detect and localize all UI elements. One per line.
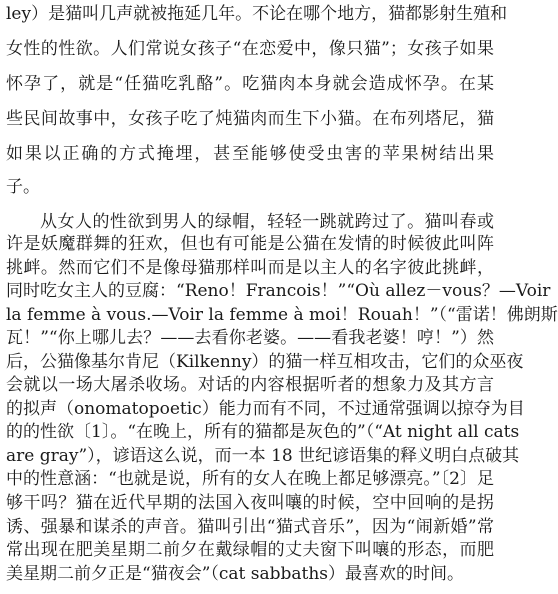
- paragraph-2-line-11: are gray”），谚语这么说，而一本 18 世纪谚语集的释义明白点破其: [6, 446, 520, 466]
- paragraph-2-line-16: 美星期二前夕正是“猫夜会”（cat sabbaths）最喜欢的时间。: [6, 564, 465, 584]
- paragraph-2-line-8: 会就以一场大屠杀收场。对话的内容根据听者的想象力及其方言: [6, 375, 494, 395]
- paragraph-1-line-3: 怀孕了，就是“任猫吃乳酪”。吃猫肉本身就会造成怀孕。在某: [6, 74, 494, 94]
- paragraph-2-line-12: 中的性意涵：“也就是说，所有的女人在晚上都足够漂亮。”〔2〕足: [6, 469, 494, 489]
- paragraph-2-line-9: 的拟声（onomatopoetic）能力而有不同，不过通常强调以掠夺为目: [6, 399, 525, 419]
- paragraph-2-line-10: 的的性欲〔1〕。“在晚上，所有的猫都是灰色的”（“At night all cats: [6, 422, 520, 442]
- paragraph-2-line-6: 瓦！”“你上哪儿去？——去看你老婆。——看我老婆！哼！”）然: [6, 328, 494, 348]
- paragraph-2-line-13: 够干吗？猫在近代早期的法国入夜叫嚷的时候，空中回响的是拐: [6, 493, 494, 513]
- paragraph-2-line-7: 后，公猫像基尔肯尼（Kilkenny）的猫一样互相攻击，它们的众巫夜: [6, 352, 524, 372]
- paragraph-1-line-5: 如果以正确的方式掩埋，甚至能够使受虫害的苹果树结出果: [6, 144, 494, 164]
- paragraph-2-line-3: 挑衅。然而它们不是像母猫那样叫而是以主人的名字彼此挑衅，: [6, 258, 494, 278]
- paragraph-2-line-2: 许是妖魔群舞的狂欢，但也有可能是公猫在发情的时候彼此叫阵: [6, 234, 494, 254]
- paragraph-2-line-1: 从女人的性欲到男人的绿帽，轻轻一跳就跨过了。猫叫春或: [40, 212, 494, 232]
- paragraph-2-line-15: 常出现在肥美星期二前夕在戴绿帽的丈夫窗下叫嚷的形态，而肥: [6, 540, 494, 560]
- paragraph-2-line-4: 同时吃女主人的豆腐：“Reno！Francois！”“Où allez－vous？—Voir: [6, 281, 551, 301]
- paragraph-2-line-14: 诱、强暴和谋杀的声音。猫叫引出“猫式音乐”，因为“闹新婚”常: [6, 517, 494, 537]
- paragraph-1-line-2: 女性的性欲。人们常说女孩子“在恋爱中，像只猫”；女孩子如果: [6, 39, 494, 59]
- paragraph-1-line-4: 些民间故事中，女孩子吃了炖猫肉而生下小猫。在布列塔尼，猫: [6, 109, 494, 129]
- paragraph-1-line-1: ley）是猫叫几声就被拖延几年。不论在哪个地方，猫都影射生殖和: [6, 4, 508, 24]
- paragraph-1-line-6: 子。: [6, 177, 40, 197]
- paragraph-2-line-5: la femme à vous.—Voir la femme à moi！Rouah！”（“雷诺！佛朗斯: [6, 305, 558, 325]
